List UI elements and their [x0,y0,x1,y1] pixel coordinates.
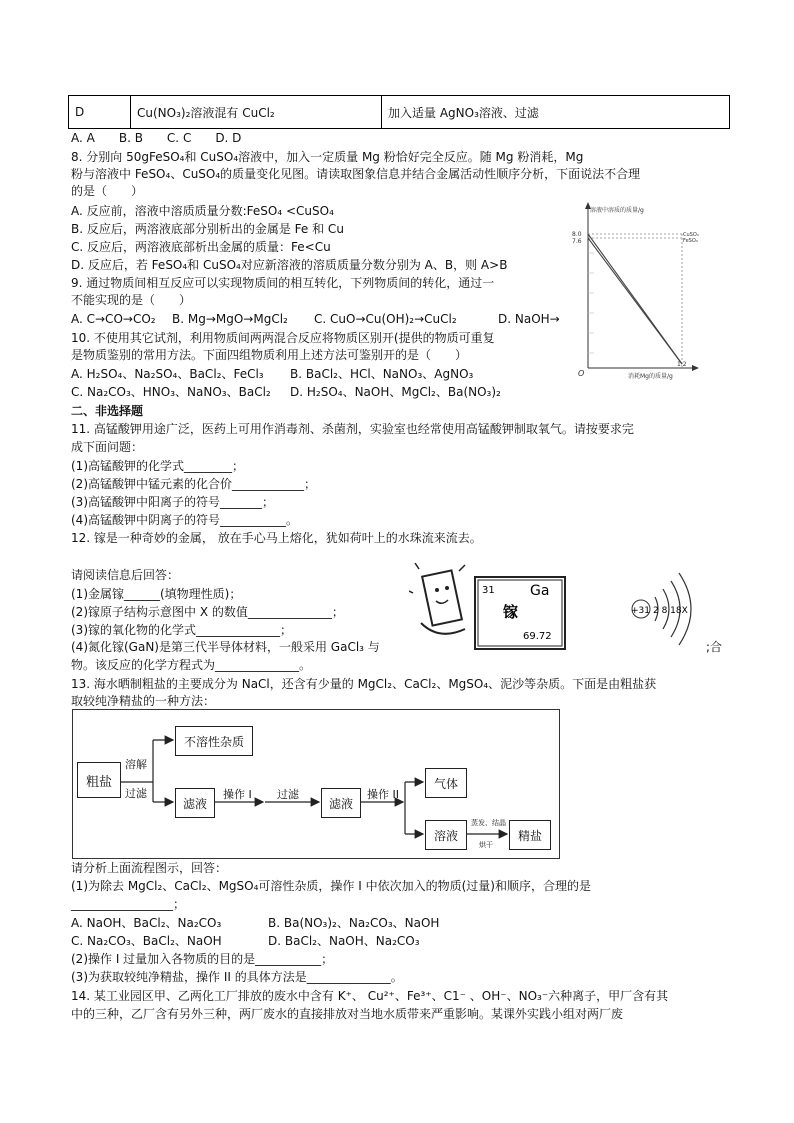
q9-option-d: D. NaOH→ [498,312,560,326]
q14-line1: 14. 某工业园区甲、乙两化工厂排放的废水中含有 K⁺、 Cu²⁺、Fe³⁺、C1⁻ 、OH⁻、NO₃⁻六种离子，甲厂含有其 [71,989,669,1003]
section-heading: 二、非选择题 [71,404,144,418]
q13-sub2: (2)操作 I 过量加入各物质的目的是___________； [71,952,334,966]
q13-option-c: C. Na₂CO₃、BaCl₂、NaOH [71,934,222,948]
q9-line2: 不能实现的是（ ） [71,293,192,307]
flow-label-evaporate: 蒸发、结晶 [471,819,506,827]
graph-x-tick: 1.2 [677,361,687,368]
q8-option-b: B. 反应后，两溶液底部分别析出的金属是 Fe 和 Cu [71,222,344,236]
flow-label-filter2: 过滤 [277,788,299,801]
q11-line1: 11. 高锰酸钾用途广泛，医药上可用作消毒剂、杀菌剂，实验室也经常使用高锰酸钾制取氧气。请按要求完 [71,422,634,436]
table-cell: 加入适量 AgNO₃溶液、过滤 [382,96,730,129]
q14-line2: 中的三种，乙厂含有另外三种，两厂废水的直接排放对当地水质带来严重影响。某课外实践小组对两厂废 [71,1007,624,1021]
element-name: 镓 [503,603,519,621]
q13-option-b: B. Ba(NO₃)₂、Na₂CO₃、NaOH [268,916,440,930]
q7-options: A. A B. B C. C D. D [71,131,242,145]
flow-node-filtrate1: 滤液 [175,788,215,818]
graph-ylabel: 溶液中溶质的质量/g [590,207,644,214]
q13-option-a: A. NaOH、BaCl₂、Na₂CO₃ [71,916,222,930]
q8-option-c: C. 反应后，两溶液底部析出金属的质量：Fe<Cu [71,240,331,254]
atom-shells: 2 8 18X [653,606,688,616]
q8-option-d: D. 反应后，若 FeSO₄和 CuSO₄对应新溶液的溶质质量分数分别为 A、B，则 A>B [71,258,508,272]
q13-line1: 13. 海水晒制粗盐的主要成分为 NaCl，还含有少量的 MgCl₂、CaCl₂、MgSO₄、泥沙等杂质。下面是由粗盐获 [71,677,657,691]
q12-sub4a: (4)氮化镓(GaN)是第三代半导体材料，一般采用 GaCl₃ 与 [71,640,380,654]
graph-series-2: FeSO₄ [683,238,698,244]
flow-node-filtrate2: 滤液 [321,788,361,818]
answer-table [68,95,730,129]
q12-line1: 12. 镓是一种奇妙的金属， 放在手心马上熔化，犹如荷叶上的水珠流来流去。 [71,531,482,545]
flow-label-op2: 操作 II [367,788,399,801]
q10-line2: 是物质鉴别的常用方法。下面四组物质利用上述方法可鉴别开的是（ ） [71,348,468,362]
q12-sub1: (1)金属镓______(填物理性质)； [71,587,242,601]
flow-node-refined-salt: 精盐 [509,820,551,850]
graph-series-1: CuSO₄ [683,232,699,238]
flow-node-solution: 溶液 [425,820,467,850]
q13-sub3: (3)为获取较纯净精盐，操作 II 的具体方法是______________。 [71,970,403,984]
q11-sub2: (2)高锰酸钾中锰元素的化合价____________； [71,477,316,491]
q10-option-a: A. H₂SO₄、Na₂SO₄、BaCl₂、FeCl₃ [71,367,264,381]
q13-sub1a: (1)为除去 MgCl₂、CaCl₂、MgSO₄可溶性杂质，操作 I 中依次加入的物质(过量)和顺序，合理的是 [71,879,591,893]
graph-y1: 8.0 [572,231,582,238]
q9-option-b: B. Mg→MgO→MgCl₂ [172,312,288,326]
q12-intro: 请阅读信息后回答： [71,568,180,582]
q8-line3: 的是（ ） [71,184,144,198]
flow-node-insoluble: 不溶性杂质 [175,726,253,756]
q11-line2: 成下面问题： [71,440,144,454]
q13-line2: 取较纯净精盐的一种方法： [71,694,216,708]
q13-after: 请分析上面流程图示，回答： [71,861,228,875]
q11-sub1: (1)高锰酸钾的化学式________； [71,459,244,473]
q9-option-a: A. C→CO→CO₂ [71,312,156,326]
q10-option-b: B. BaCl₂、HCl、NaNO₃、AgNO₃ [290,367,474,381]
q11-sub4: (4)高锰酸钾中阴离子的符号___________。 [71,513,298,527]
q12-sub3: (3)镓的氧化物的化学式______________； [71,623,292,637]
q13-sub1b: _________________； [71,897,186,911]
q8-line2: 粉与溶液中 FeSO₄、CuSO₄的质量变化见图。请读取图象信息并结合金属活动性顺序分析，下面说法不合理 [71,167,641,181]
q9-option-c: C. CuO→Cu(OH)₂→CuCl₂ [314,312,457,326]
q10-option-c: C. Na₂CO₃、HNO₃、NaNO₃、BaCl₂ [71,385,271,399]
q13-option-d: D. BaCl₂、NaOH、Na₂CO₃ [268,934,420,948]
flow-label-dry: 烘干 [479,841,493,849]
flow-arrows [73,710,559,858]
flow-label-filter1: 过滤 [125,787,147,800]
q8-option-a: A. 反应前，溶液中溶质质量分数:FeSO₄ <CuSO₄ [71,204,334,218]
gallium-figure [409,563,705,655]
table-cell: D [69,96,131,129]
atom-nucleus: +31 [631,606,650,616]
table-row [69,96,730,129]
element-mass: 69.72 [523,631,552,642]
flow-node-gas: 气体 [425,768,467,798]
flow-label-dissolve: 溶解 [125,758,147,771]
q9-line1: 9. 通过物质间相互反应可以实现物质间的相互转化，下列物质间的转化，通过一 [71,276,495,290]
q12-sub2: (2)镓原子结构示意图中 X 的数值______________； [71,605,344,619]
q8-line1: 8. 分别向 50gFeSO₄和 CuSO₄溶液中，加入一定质量 Mg 粉恰好完全反应。随 Mg 粉消耗，Mg [71,150,584,164]
q12-sub5: 物。该反应的化学方程式为______________。 [71,658,312,672]
table-cell: Cu(NO₃)₂溶液混有 CuCl₂ [131,96,382,129]
q12-sub4b: ;合 [706,640,723,654]
element-number: 31 [482,585,495,596]
graph-y2: 7.6 [572,238,582,245]
q10-option-d: D. H₂SO₄、NaOH、MgCl₂、Ba(NO₃)₂ [290,385,501,399]
q11-sub3: (3)高锰酸钾中阳离子的符号_______； [71,495,274,509]
flow-chart [72,709,560,859]
graph-origin: O [578,369,585,378]
graph-xlabel: 消耗Mg的质量/g [628,373,673,380]
flow-node-crude-salt: 粗盐 [77,762,121,798]
element-symbol: Ga [530,583,550,599]
q10-line1: 10. 不使用其它试剂，利用物质间两两混合反应将物质区别开(提供的物质可重复 [71,331,495,345]
mass-graph [566,198,700,380]
flow-label-op1: 操作 I [223,788,252,801]
